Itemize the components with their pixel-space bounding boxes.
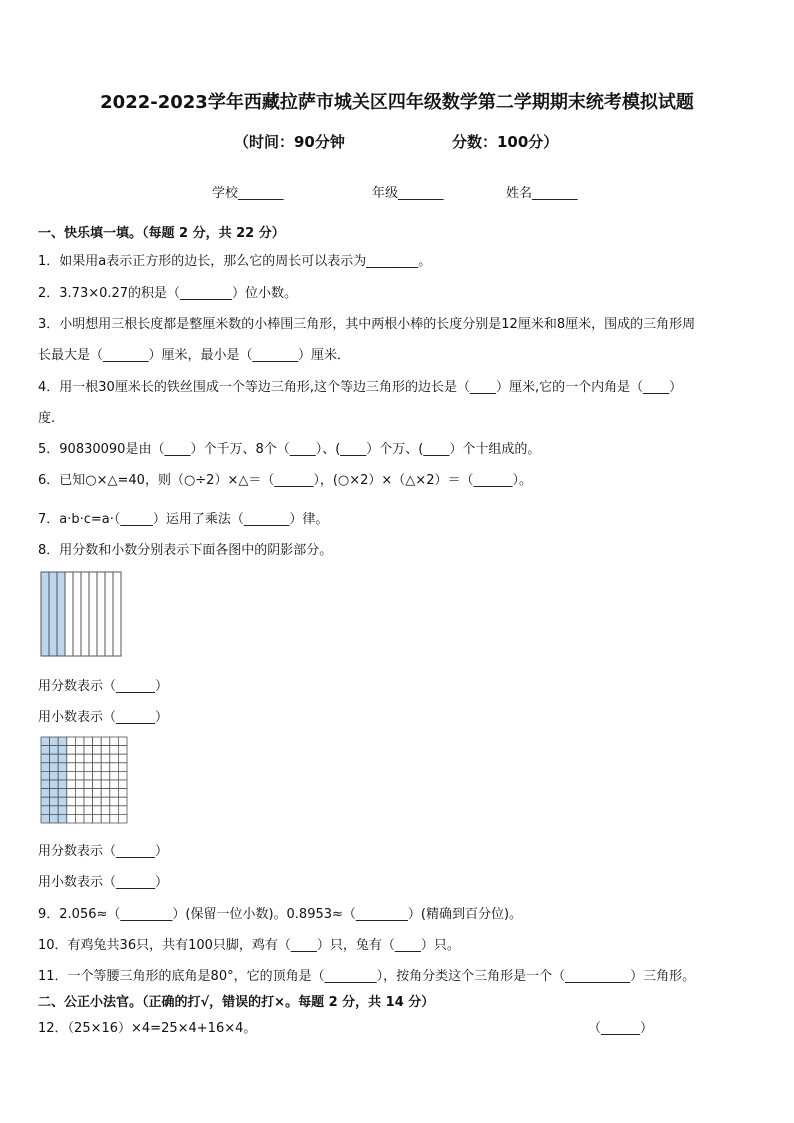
strip-cell [97, 572, 105, 656]
grid-cell [93, 737, 102, 746]
grid-cell [118, 806, 127, 815]
hundred-grid-figure [40, 736, 128, 824]
question-4-line2: 度. [38, 411, 56, 426]
grid-cell [93, 746, 102, 755]
strip-cell [73, 572, 81, 656]
grid-cell-shaded [50, 814, 59, 823]
exam-time: （时间：90分钟 [234, 133, 345, 151]
grid-cell [75, 797, 84, 806]
grid-cell [67, 763, 76, 772]
strip-cell [89, 572, 97, 656]
strip-cell [105, 572, 113, 656]
grid-cell [84, 780, 93, 789]
grid-cell [75, 746, 84, 755]
grid-cell [110, 771, 119, 780]
grid-cell [101, 789, 110, 798]
grid-cell-shaded [50, 763, 59, 772]
grid-cell [118, 780, 127, 789]
grid-cell [84, 763, 93, 772]
grid-cell-shaded [50, 780, 59, 789]
grid-cell [75, 814, 84, 823]
grid-cell-shaded [41, 814, 50, 823]
grid-cell [118, 746, 127, 755]
page-title: 2022-2023学年西藏拉萨市城关区四年级数学第二学期期末统考模拟试题 [100, 92, 694, 113]
question-8-fraction-1: 用分数表示（______） [38, 679, 169, 694]
grid-cell-shaded [58, 780, 67, 789]
grid-cell [110, 797, 119, 806]
question-6: 6．已知○×△=40，则（○÷2）×△＝（______），(○×2）×（△×2）＝（______）。 [38, 473, 532, 488]
grid-cell-shaded [50, 806, 59, 815]
grid-cell [67, 814, 76, 823]
grid-cell [118, 771, 127, 780]
grid-cell-shaded [41, 806, 50, 815]
grid-cell [67, 737, 76, 746]
grid-cell [93, 797, 102, 806]
grid-cell [93, 763, 102, 772]
grid-cell [118, 814, 127, 823]
grid-cell [101, 771, 110, 780]
question-1: 1．如果用a表示正方形的边长，那么它的周长可以表示为________。 [38, 254, 432, 269]
grid-cell [67, 780, 76, 789]
grid-cell-shaded [50, 797, 59, 806]
grid-cell-shaded [58, 746, 67, 755]
grid-cell [110, 737, 119, 746]
grid-cell [84, 746, 93, 755]
grid-cell [118, 754, 127, 763]
strip-cell [113, 572, 121, 656]
grid-cell [75, 780, 84, 789]
question-12-answer-blank[interactable]: （______） [588, 1021, 654, 1036]
grid-cell-shaded [50, 737, 59, 746]
grid-cell [67, 754, 76, 763]
grid-cell [67, 806, 76, 815]
grid-cell [75, 763, 84, 772]
grid-cell [67, 789, 76, 798]
grid-cell [110, 780, 119, 789]
grid-cell-shaded [50, 754, 59, 763]
exam-score: 分数：100分） [452, 133, 559, 151]
question-12: 12．（25×16）×4=25×4+16×4。 [38, 1021, 257, 1036]
grid-cell [75, 771, 84, 780]
grid-cell [84, 754, 93, 763]
grid-cell [118, 763, 127, 772]
name-field: 姓名_______ [506, 186, 578, 201]
question-8: 8．用分数和小数分别表示下面各图中的阴影部分。 [38, 543, 333, 558]
question-2: 2．3.73×0.27的积是（________）位小数。 [38, 286, 298, 301]
grid-cell [75, 806, 84, 815]
grid-cell [101, 737, 110, 746]
grid-cell [110, 754, 119, 763]
grid-cell-shaded [58, 789, 67, 798]
grade-field: 年级_______ [372, 186, 444, 201]
question-3-line2: 长最大是（_______）厘米，最小是（_______）厘米． [38, 348, 351, 363]
grid-cell [84, 806, 93, 815]
grid-cell-shaded [58, 797, 67, 806]
grid-cell [93, 814, 102, 823]
question-11: 11．一个等腰三角形的底角是80°，它的顶角是（________），按角分类这个三角形是一个（__________）三角形。 [38, 969, 696, 984]
school-field: 学校_______ [212, 186, 284, 201]
grid-cell [110, 814, 119, 823]
grid-cell-shaded [50, 771, 59, 780]
grid-cell [93, 754, 102, 763]
grid-cell-shaded [41, 797, 50, 806]
grid-cell-shaded [41, 780, 50, 789]
grid-cell-shaded [58, 771, 67, 780]
question-8-fraction-2: 用分数表示（______） [38, 844, 169, 859]
question-7: 7．a·b·c=a·（_____）运用了乘法（_______）律。 [38, 512, 329, 527]
section-1-heading: 一、快乐填一填。（每题 2 分，共 22 分） [38, 226, 285, 241]
grid-cell [84, 737, 93, 746]
grid-cell-shaded [58, 754, 67, 763]
grid-cell-shaded [41, 746, 50, 755]
grid-cell [84, 814, 93, 823]
grid-cell-shaded [41, 763, 50, 772]
grid-cell [67, 771, 76, 780]
fraction-strip-figure [40, 571, 122, 657]
grid-cell [67, 746, 76, 755]
section-2-heading: 二、公正小法官。（正确的打√，错误的打×。每题 2 分，共 14 分） [38, 995, 435, 1010]
grid-cell [93, 780, 102, 789]
grid-cell [101, 814, 110, 823]
strip-cell [81, 572, 89, 656]
grid-cell [101, 746, 110, 755]
grid-cell-shaded [41, 754, 50, 763]
grid-cell-shaded [58, 763, 67, 772]
grid-cell-shaded [41, 789, 50, 798]
grid-cell [110, 746, 119, 755]
grid-cell [93, 789, 102, 798]
grid-cell [101, 797, 110, 806]
grid-cell-shaded [50, 746, 59, 755]
grid-cell [75, 737, 84, 746]
grid-cell [101, 763, 110, 772]
grid-cell [75, 789, 84, 798]
grid-cell-shaded [41, 737, 50, 746]
grid-cell-shaded [58, 806, 67, 815]
question-8-decimal-1: 用小数表示（______） [38, 710, 169, 725]
grid-cell [118, 737, 127, 746]
grid-cell [75, 754, 84, 763]
strip-cell-shaded [41, 572, 49, 656]
grid-cell [110, 763, 119, 772]
question-8-decimal-2: 用小数表示（______） [38, 875, 169, 890]
grid-cell [110, 789, 119, 798]
grid-cell [110, 806, 119, 815]
grid-cell [101, 806, 110, 815]
question-5: 5．90830090是由（____）个千万、8个（____）、(____）个万、(____）个十组成的。 [38, 442, 541, 457]
grid-cell [93, 806, 102, 815]
question-9: 9．2.056≈（________）(保留一位小数)。0.8953≈（________）(精确到百分位)。 [38, 907, 523, 922]
grid-cell [93, 771, 102, 780]
grid-cell-shaded [50, 789, 59, 798]
grid-cell [118, 797, 127, 806]
question-10: 10．有鸡兔共36只，共有100只脚，鸡有（____）只，兔有（____）只。 [38, 938, 460, 953]
question-4-line1: 4．用一根30厘米长的铁丝围成一个等边三角形,这个等边三角形的边长是（____）厘米,它的一个内角是（____） [38, 380, 683, 395]
strip-cell-shaded [49, 572, 57, 656]
grid-cell [118, 789, 127, 798]
grid-cell [84, 789, 93, 798]
strip-cell-shaded [57, 572, 65, 656]
grid-cell [84, 771, 93, 780]
question-3-line1: 3．小明想用三根长度都是整厘米数的小棒围三角形，其中两根小棒的长度分别是12厘米和8厘米，围成的三角形周 [38, 317, 696, 332]
grid-cell [67, 797, 76, 806]
grid-cell-shaded [58, 814, 67, 823]
grid-cell [84, 797, 93, 806]
grid-cell [101, 780, 110, 789]
strip-cell [65, 572, 73, 656]
grid-cell-shaded [41, 771, 50, 780]
grid-cell-shaded [58, 737, 67, 746]
grid-cell [101, 754, 110, 763]
